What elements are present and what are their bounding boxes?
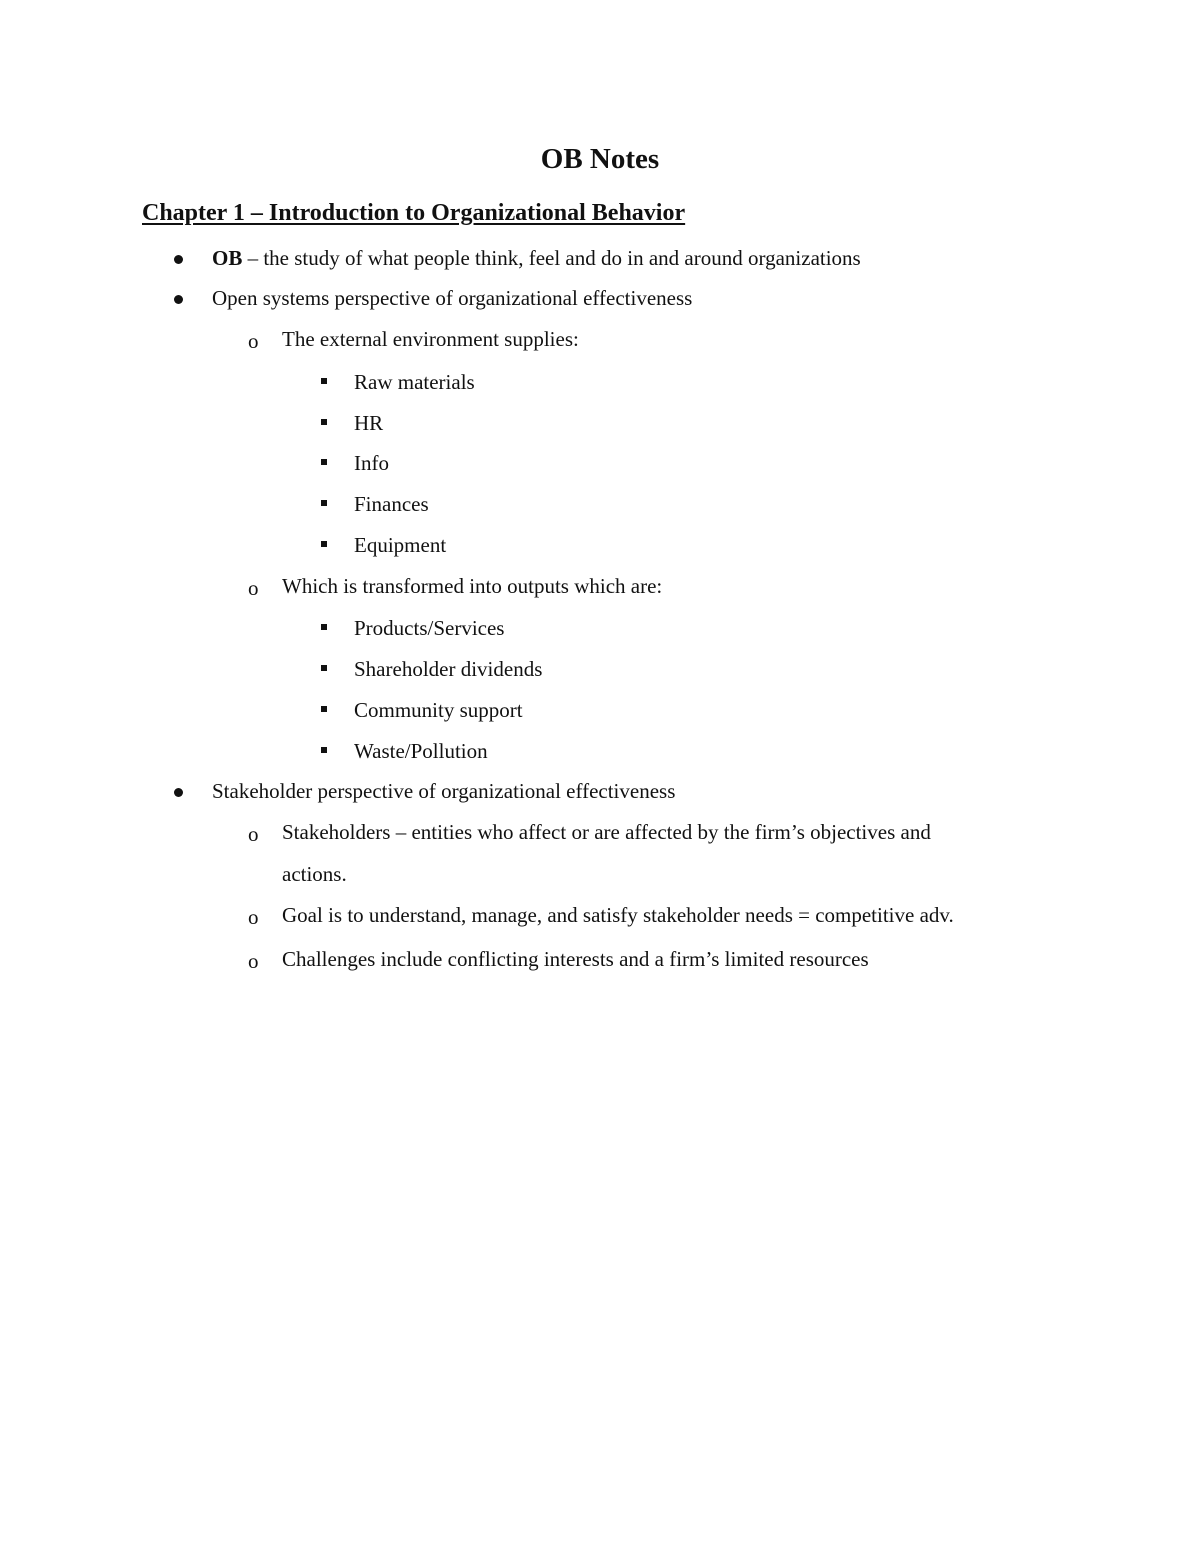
- list-item-output: [318, 695, 523, 725]
- square-bullet-icon: [318, 367, 354, 397]
- stakeholders-definition-continuation: actions.: [282, 862, 347, 886]
- term-ob: OB: [212, 246, 243, 270]
- square-bullet-icon: [318, 530, 354, 560]
- circle-bullet-icon: o: [248, 949, 259, 973]
- chapter-heading: Chapter 1 – Introduction to Organizational Behavior: [142, 200, 686, 226]
- input-text: Info: [354, 451, 389, 475]
- square-bullet-icon: [318, 448, 354, 478]
- list-item-challenges: [246, 944, 869, 974]
- list-item-goal: [246, 900, 954, 930]
- list-item-input: [318, 530, 446, 560]
- transformed-text: Which is transformed into outputs which are:: [282, 574, 663, 598]
- list-item-open-systems: [172, 283, 692, 313]
- output-text: Shareholder dividends: [354, 657, 543, 681]
- stakeholder-perspective-text: Stakeholder perspective of organizational effectiveness: [212, 779, 676, 803]
- bullet-dot-icon: [172, 243, 212, 273]
- output-text: Waste/Pollution: [354, 739, 488, 763]
- input-text: Finances: [354, 492, 429, 516]
- circle-bullet-icon: o: [248, 329, 259, 353]
- input-text: Equipment: [354, 533, 447, 557]
- open-systems-text: Open systems perspective of organizational effectiveness: [212, 286, 693, 310]
- list-item-input: [318, 489, 429, 519]
- bullet-dot-icon: [172, 776, 212, 806]
- list-item-input: [318, 408, 383, 438]
- output-text: Community support: [354, 698, 523, 722]
- square-bullet-icon: [318, 654, 354, 684]
- input-text: HR: [354, 411, 384, 435]
- square-bullet-icon: [318, 489, 354, 519]
- list-item-output: [318, 613, 504, 643]
- list-item-input: [318, 448, 389, 478]
- list-item-output: [318, 654, 542, 684]
- square-bullet-icon: [318, 736, 354, 766]
- stakeholders-definition-text: Stakeholders – entities who affect or are affected by the firm’s objectives and: [282, 820, 931, 844]
- ob-definition-text: – the study of what people think, feel and do in and around organizations: [242, 246, 861, 270]
- list-item-external-environment: [246, 324, 579, 354]
- challenges-text: Challenges include conflicting interests and a firm’s limited resources: [282, 947, 869, 971]
- circle-bullet-icon: o: [248, 905, 259, 929]
- square-bullet-icon: [318, 408, 354, 438]
- list-item-stakeholder-perspective: [172, 776, 675, 806]
- circle-bullet-icon: o: [248, 576, 259, 600]
- bullet-dot-icon: [172, 283, 212, 313]
- square-bullet-icon: [318, 613, 354, 643]
- list-item-stakeholders-definition: [246, 817, 931, 847]
- list-item-input: [318, 367, 475, 397]
- document-title: OB Notes: [540, 143, 660, 175]
- goal-text: Goal is to understand, manage, and satisfy stakeholder needs = competitive adv.: [282, 903, 954, 927]
- external-environment-text: The external environment supplies:: [282, 327, 579, 351]
- list-item-ob-definition: [172, 243, 861, 273]
- list-item-output: [318, 736, 488, 766]
- output-text: Products/Services: [354, 616, 505, 640]
- square-bullet-icon: [318, 695, 354, 725]
- circle-bullet-icon: o: [248, 822, 259, 846]
- input-text: Raw materials: [354, 370, 475, 394]
- list-item-transformed: [246, 571, 662, 601]
